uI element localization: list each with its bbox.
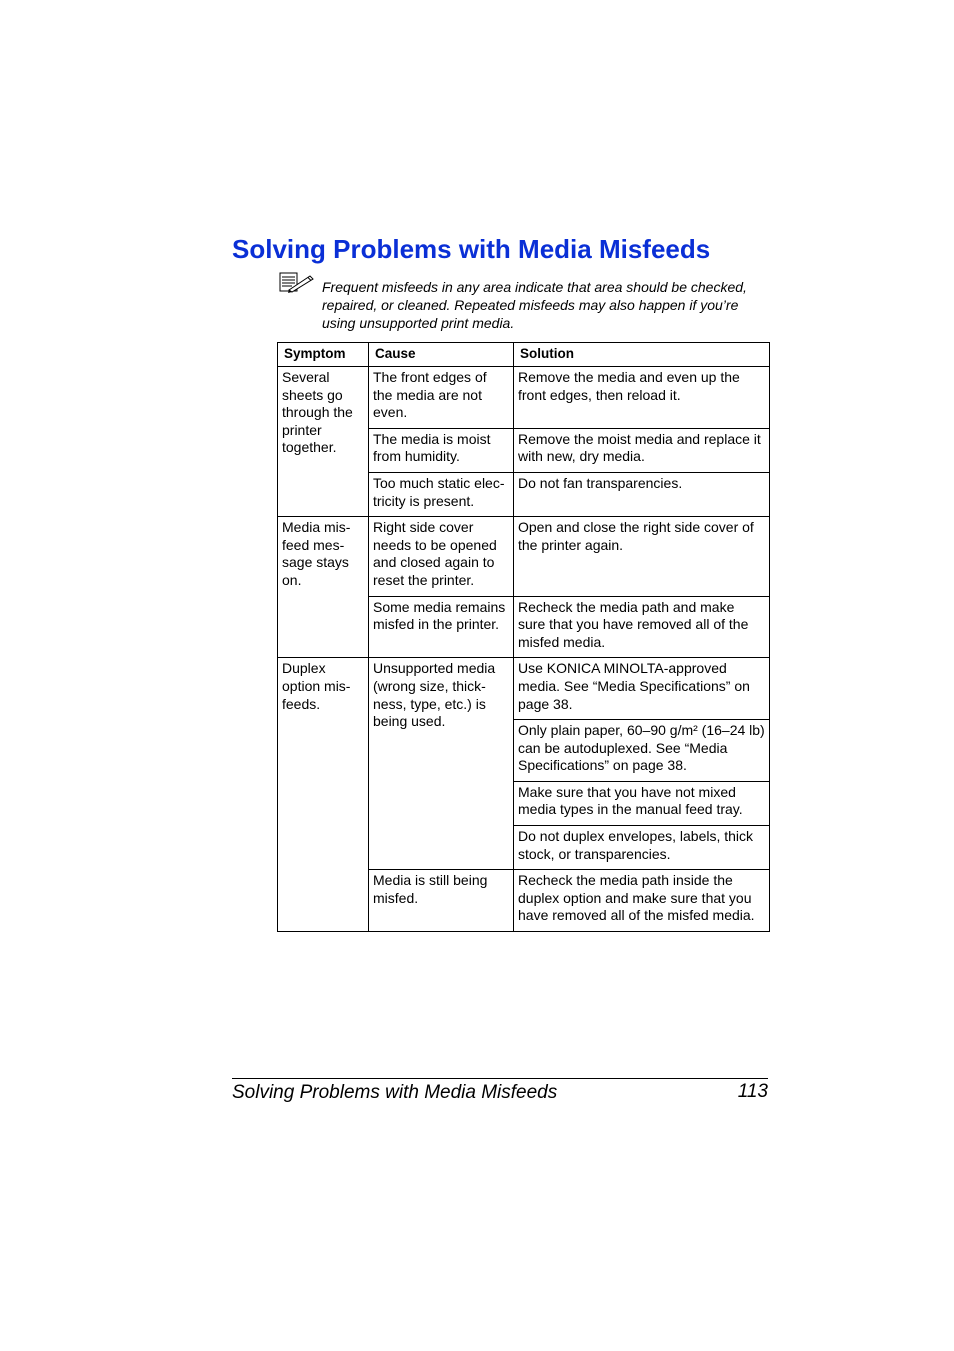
cause-cell: Right side cover needs to be opened and closed again to reset the printer. (369, 517, 514, 596)
footer-page-number: 113 (737, 1081, 768, 1102)
table-row (278, 517, 770, 596)
cause-cell: Some media remains misfed in the printer. (369, 596, 514, 658)
solution-cell: Make sure that you have not mixed media types in the manual feed tray. (514, 781, 770, 825)
cause-cell: Media is still being misfed. (369, 870, 514, 932)
table-row (278, 367, 770, 429)
cause-cell: The front edges of the media are not even. (369, 367, 514, 429)
solution-cell: Remove the moist media and replace it with new, dry media. (514, 428, 770, 472)
solution-cell: Recheck the media path inside the duplex option and make sure that you have removed all of the misfed media. (514, 870, 770, 932)
cause-cell: Too much static elec-tricity is present. (369, 472, 514, 516)
misfeed-table (277, 342, 770, 932)
symptom-cell: Media mis-feed mes-sage stays on. (278, 517, 369, 658)
footer-title: Solving Problems with Media Misfeeds (232, 1082, 558, 1103)
solution-cell: Recheck the media path and make sure that you have removed all of the misfed media. (514, 596, 770, 658)
header-cause: Cause (369, 343, 514, 367)
solution-cell: Do not duplex envelopes, labels, thick stock, or transparencies. (514, 826, 770, 870)
header-symptom: Symptom (278, 343, 369, 367)
table-row (278, 658, 770, 720)
solution-cell: Remove the media and even up the front edges, then reload it. (514, 367, 770, 429)
solution-cell: Use KONICA MINOLTA-approved media. See “Media Specifications” on page 38. (514, 658, 770, 720)
solution-cell: Only plain paper, 60–90 g/m² (16–24 lb) can be autoduplexed. See “Media Specifications” on page 38. (514, 720, 770, 782)
page-title: Solving Problems with Media Misfeeds (232, 234, 711, 264)
symptom-cell: Duplex option mis-feeds. (278, 658, 369, 932)
note-pad-pencil-icon (279, 272, 315, 294)
solution-cell: Open and close the right side cover of the printer again. (514, 517, 770, 596)
table-header-row (278, 343, 770, 367)
cause-cell: The media is moist from humidity. (369, 428, 514, 472)
solution-cell: Do not fan transparencies. (514, 472, 770, 516)
footer-rule (232, 1078, 768, 1079)
symptom-cell: Several sheets go through the printer together. (278, 367, 369, 517)
cause-cell: Unsupported media (wrong size, thick-ness, type, etc.) is being used. (369, 658, 514, 870)
note-text: Frequent misfeeds in any area indicate that area should be checked, repaired, or cleaned. Repeated misfeeds may also happen if you’re using unsupported print media. (322, 279, 747, 331)
header-solution: Solution (514, 343, 770, 367)
